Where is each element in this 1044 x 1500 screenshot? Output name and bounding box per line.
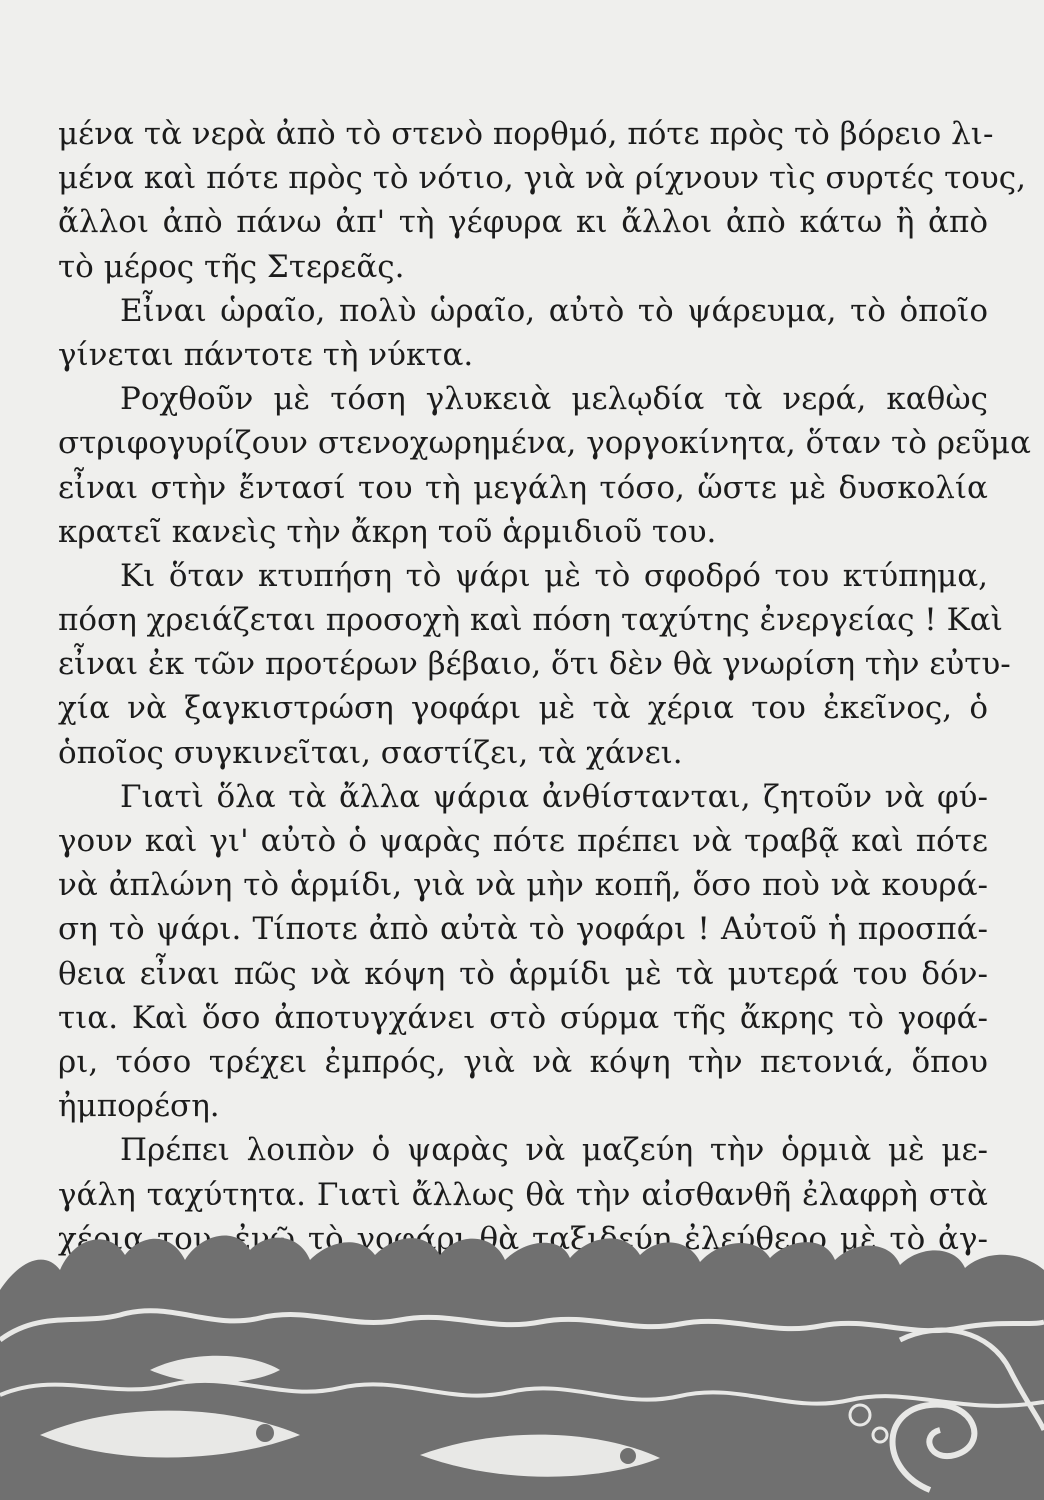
text-line: κρατεῖ κανεὶς τὴν ἄκρη τοῦ ἁρμιδιοῦ του. — [58, 513, 717, 550]
sea-creatures-illustration — [0, 1230, 1044, 1500]
text-line: Εἶναι ὡραῖο, πολὺ ὡραῖο, αὐτὸ τὸ ψάρευμα, τὸ ὁποῖο — [120, 292, 988, 329]
text-line: θεια εἶναι πῶς νὰ κόψη τὸ ἁρμίδι μὲ τὰ μυτερά του δόν- — [58, 955, 988, 992]
text-line: μένα τὰ νερὰ ἀπὸ τὸ στενὸ πορθμό, πότε πρὸς τὸ βόρειο λι- — [58, 116, 994, 152]
text-line: ἄλλοι ἀπὸ πάνω ἀπ' τὴ γέφυρα κι ἄλλοι ἀπὸ κάτω ἢ ἀπὸ — [58, 204, 988, 241]
text-line: νὰ ἀπλώνη τὸ ἁρμίδι, γιὰ νὰ μὴν κοπῆ, ὅσο ποὺ νὰ κουρά- — [58, 867, 988, 904]
text-line: γίνεται πάντοτε τὴ νύκτα. — [58, 336, 474, 373]
text-line: Πρέπει λοιπὸν ὁ ψαρὰς νὰ μαζεύη τὴν ὁρμιὰ μὲ με- — [120, 1132, 988, 1169]
text-line: μένα καὶ πότε πρὸς τὸ νότιο, γιὰ νὰ ρίχνουν τὶς συρτές τους, — [58, 160, 1026, 197]
text-line: ρι, τόσο τρέχει ἐμπρός, γιὰ νὰ κόψη τὴν πετονιά, ὅπου — [58, 1043, 988, 1080]
text-line: γουν καὶ γι' αὐτὸ ὁ ψαρὰς πότε πρέπει νὰ τραβᾷ καὶ πότε — [58, 823, 988, 859]
paragraph-5 — [58, 775, 988, 1129]
text-line: τια. Καὶ ὅσο ἀποτυγχάνει στὸ σύρμα τῆς ἄκρης τὸ γοφά- — [58, 999, 988, 1036]
text-line: εἶναι στὴν ἔντασί του τὴ μεγάλη τόσο, ὥστε μὲ δυσκολία — [58, 469, 988, 506]
fish-eye — [620, 1448, 636, 1464]
text-line: Κι ὅταν κτυπήση τὸ ψάρι μὲ τὸ σφοδρό του κτύπημα, — [120, 557, 988, 594]
fish-eye — [256, 1424, 274, 1442]
paragraph-3 — [58, 377, 1031, 554]
text-line: ὁποῖος συγκινεῖται, σαστίζει, τὰ χάνει. — [58, 734, 683, 771]
text-line: τὸ μέρος τῆς Στερεᾶς. — [58, 248, 405, 285]
text-line: Ροχθοῦν μὲ τόση γλυκειὰ μελῳδία τὰ νερά, καθὼς — [120, 381, 988, 418]
book-page-text — [58, 112, 1031, 1261]
paragraph-4 — [58, 554, 1011, 775]
text-line: πόση χρειάζεται προσοχὴ καὶ πόση ταχύτης ἐνεργείας ! Καὶ — [58, 602, 1003, 639]
paragraph-1 — [58, 112, 1026, 289]
paragraph-2 — [58, 289, 988, 377]
text-line: Γιατὶ ὅλα τὰ ἄλλα ψάρια ἀνθίστανται, ζητοῦν νὰ φύ- — [120, 778, 988, 815]
text-line: στριφογυρίζουν στενοχωρημένα, γοργοκίνητα, ὅταν τὸ ρεῦμα — [58, 425, 1031, 462]
text-line: χέρια του, ἐνῷ τὸ γοφάρι θὰ ταξιδεύη ἐλεύθερο μὲ τὸ ἀγ- — [58, 1220, 988, 1257]
text-line: ἠμπορέση. — [58, 1088, 220, 1125]
text-line: χία νὰ ξαγκιστρώση γοφάρι μὲ τὰ χέρια του ἐκεῖνος, ὁ — [58, 690, 988, 727]
text-line: γάλη ταχύτητα. Γιατὶ ἄλλως θὰ τὴν αἰσθανθῆ ἐλαφρὴ στὰ — [58, 1176, 988, 1213]
text-line: εἶναι ἐκ τῶν προτέρων βέβαιο, ὅτι δὲν θὰ γνωρίση τὴν εὐτυ- — [58, 646, 1011, 683]
text-line: ση τὸ ψάρι. Τίποτε ἀπὸ αὐτὰ τὸ γοφάρι ! Αὐτοῦ ἡ προσπά- — [58, 911, 988, 948]
